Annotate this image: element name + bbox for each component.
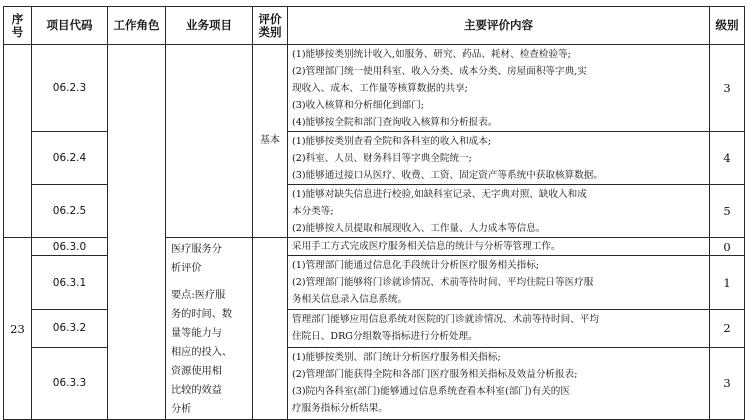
biz-key-line: 务的时间、数 xyxy=(171,309,233,320)
header-code: 项目代码 xyxy=(32,7,108,45)
content-line: (3)院内各科室(部门)能够通过信息系统查看本科室(部门)有关的医 xyxy=(292,386,570,398)
content-line: (1)能够按类别查看全院和各科室的收入和成本; xyxy=(292,135,492,147)
code-cell: 06.3.3 xyxy=(32,347,108,419)
code-cell: 06.2.4 xyxy=(32,132,108,185)
content-line: (3)收入核算和分析细化到部门; xyxy=(292,99,424,111)
biz-cell-empty xyxy=(166,45,253,238)
category-cell-empty xyxy=(253,238,288,420)
content-line: (1)能够对缺失信息进行校验,如缺科室记录、无字典对照、缺收入和成 xyxy=(292,188,587,200)
biz-key-line: 分析 xyxy=(171,404,192,415)
content-line: 现收入、成本、工作量等核算数据的共享; xyxy=(292,82,468,94)
seq-cell-empty xyxy=(4,45,32,238)
header-category: 评价 类别 xyxy=(253,7,288,45)
header-row xyxy=(4,7,745,45)
header-role: 工作角色 xyxy=(108,7,166,45)
biz-key-line: 资源使用相 xyxy=(171,366,222,377)
seq-cell: 23 xyxy=(4,238,32,420)
content-cell xyxy=(288,238,710,256)
level-cell: 3 xyxy=(710,347,745,419)
content-cell xyxy=(288,310,710,348)
role-cell xyxy=(108,45,166,420)
code-cell: 06.3.2 xyxy=(32,310,108,348)
level-cell: 0 xyxy=(710,238,745,256)
level-cell: 5 xyxy=(710,185,745,238)
content-line: 疗服务指标分析结果。 xyxy=(292,403,388,415)
code-cell: 06.3.1 xyxy=(32,256,108,310)
biz-cell xyxy=(166,238,253,420)
category-cell: 基本 xyxy=(253,45,288,238)
header-level: 级别 xyxy=(710,7,745,45)
content-cell xyxy=(288,45,710,132)
table-row xyxy=(4,45,745,132)
biz-title-line: 析评价 xyxy=(171,263,202,274)
biz-key-line: 要点:医疗服 xyxy=(171,290,226,301)
content-line: (1)管理部门能通过信息化手段统计分析医疗服务相关指标; xyxy=(292,260,540,272)
code-cell: 06.2.3 xyxy=(32,45,108,132)
content-line: (2)能够按人员提取和展现收入、工作量、人力成本等信息。 xyxy=(292,222,546,234)
content-line: (2)管理部门能获得全院和各部门医疗服务相关指标及效益分析报表; xyxy=(292,369,578,381)
content-line: 务相关信息录入信息系统。 xyxy=(292,294,408,306)
content-line: 管理部门能够应用信息系统对医院的门诊就诊情况、术前等待时间、平均 xyxy=(292,314,599,326)
header-biz: 业务项目 xyxy=(166,7,253,45)
code-cell: 06.3.0 xyxy=(32,238,108,256)
content-line: (1)能够按类别、部门统计分析医疗服务相关指标; xyxy=(292,352,501,364)
content-line: 住院日、DRG分组数等指标进行分析处理。 xyxy=(292,331,478,343)
level-cell: 4 xyxy=(710,132,745,185)
content-line: (2)管理部门能够将门诊就诊情况、术前等待时间、平均住院日等医疗服 xyxy=(292,277,594,289)
content-cell xyxy=(288,185,710,238)
level-cell: 1 xyxy=(710,256,745,310)
content-cell xyxy=(288,132,710,185)
level-cell: 2 xyxy=(710,310,745,348)
content-line: (2)科室、人员、财务科目等字典全院统一; xyxy=(292,152,472,164)
evaluation-table xyxy=(3,6,745,420)
code-cell: 06.2.5 xyxy=(32,185,108,238)
level-cell: 3 xyxy=(710,45,745,132)
header-content: 主要评价内容 xyxy=(288,7,710,45)
content-line: (2)管理部门统一使用科室、收入分类、成本分类、房屋面积等字典,实 xyxy=(292,65,587,77)
biz-key-line: 量等能力与 xyxy=(171,328,222,339)
content-line: (3)能够通过接口从医疗、收费、工资、固定资产等系统中获取核算数据。 xyxy=(292,169,603,181)
content-line: 采用手工方式完成医疗服务相关信息的统计与分析等管理工作。 xyxy=(292,241,561,253)
content-line: (1)能够按类别统计收入,如服务、研究、药品、耗材、检查检验等; xyxy=(292,48,571,60)
biz-title-line: 医疗服务分 xyxy=(171,244,222,255)
biz-key-line: 相应的投入、 xyxy=(171,347,233,358)
content-line: (4)能够按全院和部门查询收入核算和分析报表。 xyxy=(292,116,498,128)
header-seq: 序 号 xyxy=(4,7,32,45)
biz-key-line: 比较的效益 xyxy=(171,385,222,396)
content-line: 本分类等; xyxy=(292,205,334,217)
content-cell xyxy=(288,256,710,310)
